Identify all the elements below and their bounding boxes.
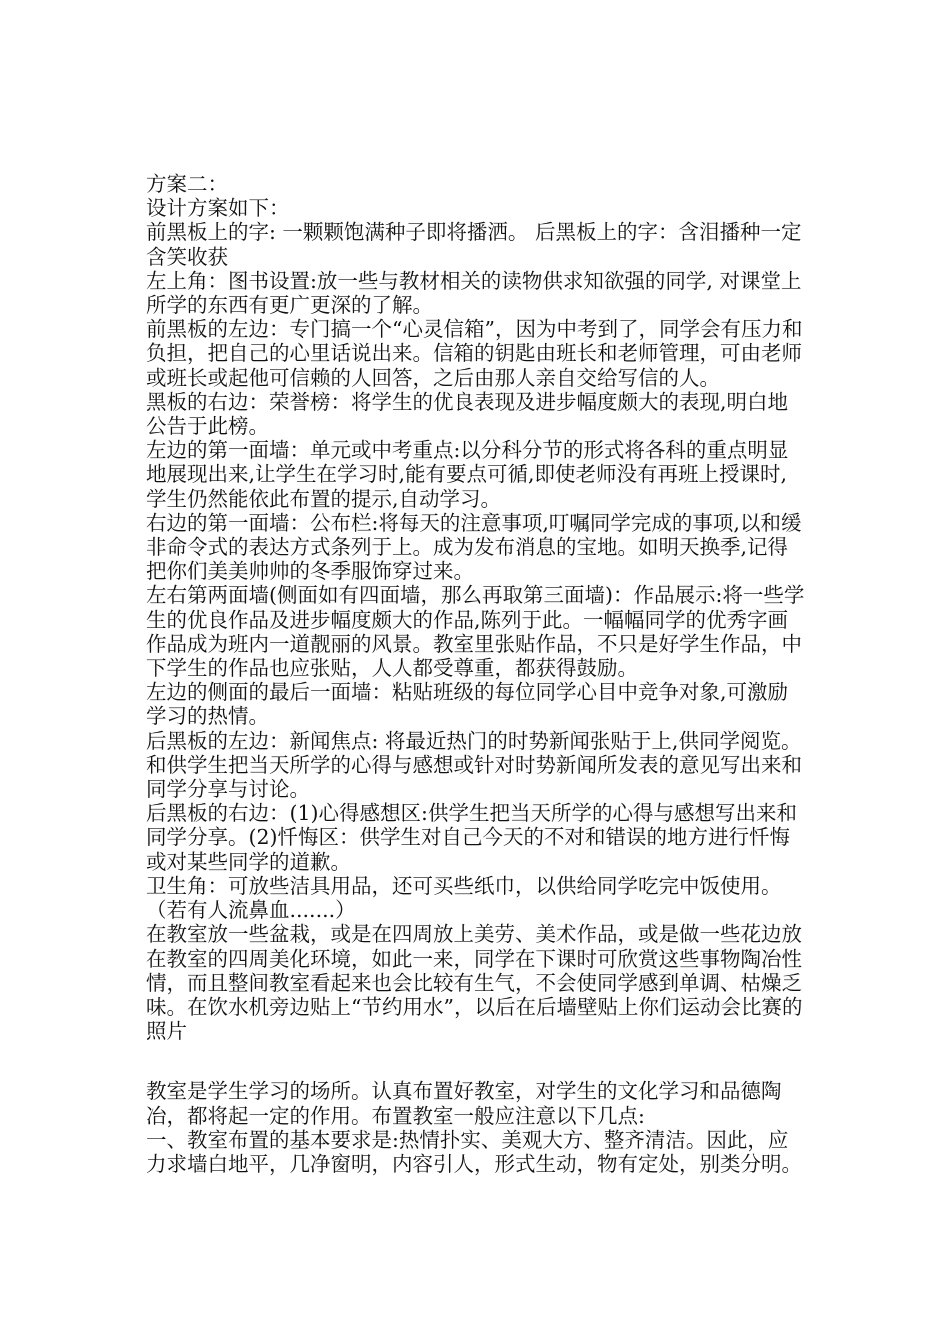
paragraph-mailbox: 前黑板的左边：专门搞一个“心灵信箱”，因为中考到了，同学会有压力和负担，把自己的心里话说出来。信箱的钥匙由班长和老师管理，可由老师或班长或起他可信赖的人回答，之后由那人亲自交给写信的人。 (146, 317, 803, 390)
paragraph-honor-board: 黑板的右边：荣誉榜：将学生的优良表现及进步幅度颇大的表现,明白地公告于此榜。 (146, 389, 789, 439)
paragraph-works-display: 左右第两面墙(侧面如有四面墙，那么再取第三面墙)：作品展示:将一些学生的优良作品及进步幅度颇大的作品,陈列于此。一幅幅同学的优秀字画作品成为班内一道靓丽的风景。教室里张贴作品，不只是好学生作品，中下学生的作品也应张贴，人人都受尊重，都获得鼓励。 (146, 583, 805, 681)
paragraph-left-wall-last: 左边的侧面的最后一面墙：粘贴班级的每位同学心目中竞争对象,可激励学习的热情。 (146, 680, 789, 729)
paragraph-design-intro: 设计方案如下： (146, 196, 290, 221)
paragraph-news-focus: 后黑板的左边：新闻焦点: 将最近热门的时势新闻张贴于上,供同学阅览。和供学生把当天所学的心得与感想或针对时势新闻所发表的意见写出来和同学分享与讨论。 (146, 728, 802, 802)
document-page (146, 172, 806, 1176)
paragraph-basic-requirements: 一、教室布置的基本要求是:热情扑实、美观大方、整齐清洁。因此，应力求墙白地平，几净窗明，内容引人，形式生动，物有定处，别类分明。 (146, 1127, 802, 1176)
paragraph-spacer (146, 1043, 806, 1079)
paragraph-scheme-title: 方案二： (146, 172, 228, 196)
paragraph-hygiene-corner: 卫生角：可放些洁具用品，还可买些纸巾，以供给同学吃完中饭使用。（若有人流鼻血.......） (146, 873, 782, 923)
paragraph-plants-decor: 在教室放一些盆栽，或是在四周放上美劳、美术作品，或是做一些花边放在教室的四周美化环境，如此一来，同学在下课时可欣赏这些事物陶冶性情，而且整间教室看起来也会比较有生气，不会使同学感到单调、枯燥乏味。在饮水机旁边贴上“节约用水”，以后在后墙壁贴上你们运动会比赛的照片 (146, 922, 803, 1044)
paragraph-right-wall-first: 右边的第一面墙：公布栏:将每天的注意事项,叮嘱同学完成的事项,以和缓非命令式的表达方式条列于上。成为发布消息的宝地。如明天换季,记得把你们美美帅帅的冬季服饰穿过来。 (146, 510, 802, 584)
paragraph-reflection-zone: 后黑板的右边：(1)心得感想区:供学生把当天所学的心得与感想写出来和同学分享。(2)忏悔区：供学生对自己今天的不对和错误的地方进行忏悔或对某些同学的道歉。 (146, 801, 797, 874)
paragraph-classroom-intro: 教室是学生学习的场所。认真布置好教室，对学生的文化学习和品德陶冶，都将起一定的作用。布置教室一般应注意以下几点: (146, 1079, 782, 1128)
paragraph-left-wall-first: 左边的第一面墙：单元或中考重点:以分科分节的形式将各科的重点明显地展现出来,让学生在学习时,能有要点可循,即使老师没有再班上授课时,学生仍然能依此布置的提示,自动学习。 (146, 438, 789, 511)
paragraph-blackboard-text: 前黑板上的字: 一颗颗饱满种子即将播洒。 后黑板上的字：含泪播种一定含笑收获 (146, 220, 802, 269)
paragraph-top-left-corner: 左上角：图书设置:放一些与教材相关的读物供求知欲强的同学, 对课堂上所学的东西有更广更深的了解。 (146, 268, 802, 318)
